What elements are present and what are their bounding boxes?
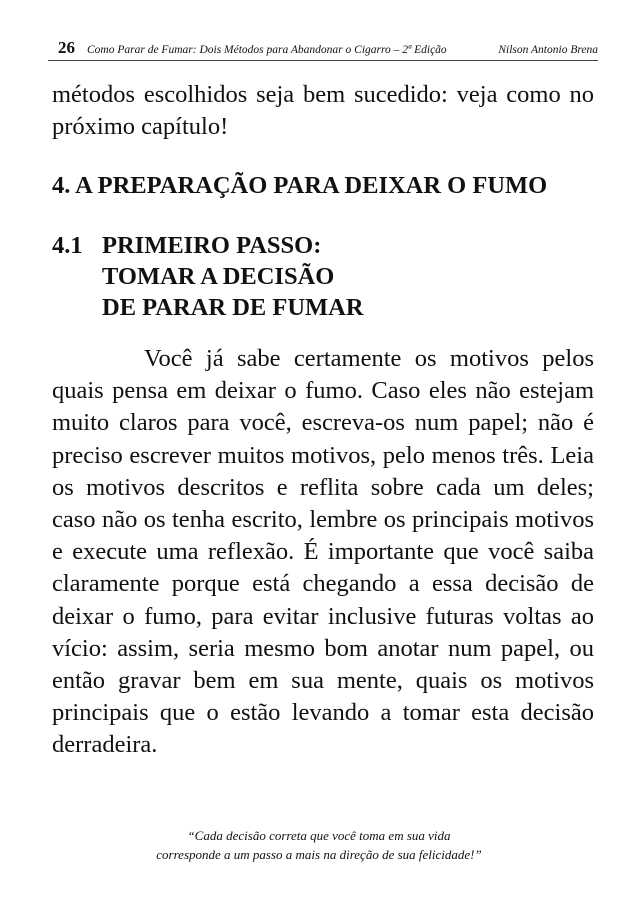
section-title-line-3: DE PARAR DE FUMAR bbox=[102, 294, 364, 321]
footer-quote-line-1: “Cada decisão correta que você toma em sua vida bbox=[187, 828, 451, 843]
body-paragraph-block bbox=[52, 343, 594, 762]
running-header bbox=[58, 38, 598, 60]
footer-quote bbox=[0, 826, 638, 864]
chapter-heading: 4. A PREPARAÇÃO PARA DEIXAR O FUMO bbox=[52, 172, 548, 199]
page-number: 26 bbox=[58, 38, 75, 57]
section-title-line-1: PRIMEIRO PASSO: bbox=[102, 232, 322, 259]
footer-quote-line-2: corresponde a um passo a mais na direção de sua felicidade!” bbox=[156, 847, 482, 862]
section-number: 4.1 bbox=[52, 232, 83, 259]
section-title-line-2: TOMAR A DECISÃO bbox=[102, 263, 335, 290]
book-title: Como Parar de Fumar: Dois Métodos para Abandonar o Cigarro – 2ª Edição bbox=[87, 44, 447, 56]
section-heading bbox=[52, 230, 602, 323]
continuation-paragraph: métodos escolhidos seja bem sucedido: veja como no próximo capítulo! bbox=[52, 81, 594, 141]
body-paragraph: Você já sabe certamente os motivos pelos quais pensa em deixar o fumo. Caso eles não estejam muito claros para você, escreva-os num papel; não é preciso escrever muitos motivos, pelo menos três. Leia os motivos descritos e reflita sobre cada um deles; caso não os tenha escrito, lembre os principais motivos e execute uma reflexão. É importante que você saiba claramente porque está chegando a essa decisão de deixar o fumo, para evitar inclusive futuras voltas ao vício: assim, seria mesmo bom anotar num papel, ou então gravar bem em sua mente, quais os motivos principais que o estão levando a tomar esta decisão derradeira. bbox=[52, 345, 594, 759]
continuation-paragraph-block bbox=[52, 79, 594, 143]
author-name: Nilson Antonio Brena bbox=[498, 44, 598, 56]
header-divider bbox=[48, 60, 598, 61]
